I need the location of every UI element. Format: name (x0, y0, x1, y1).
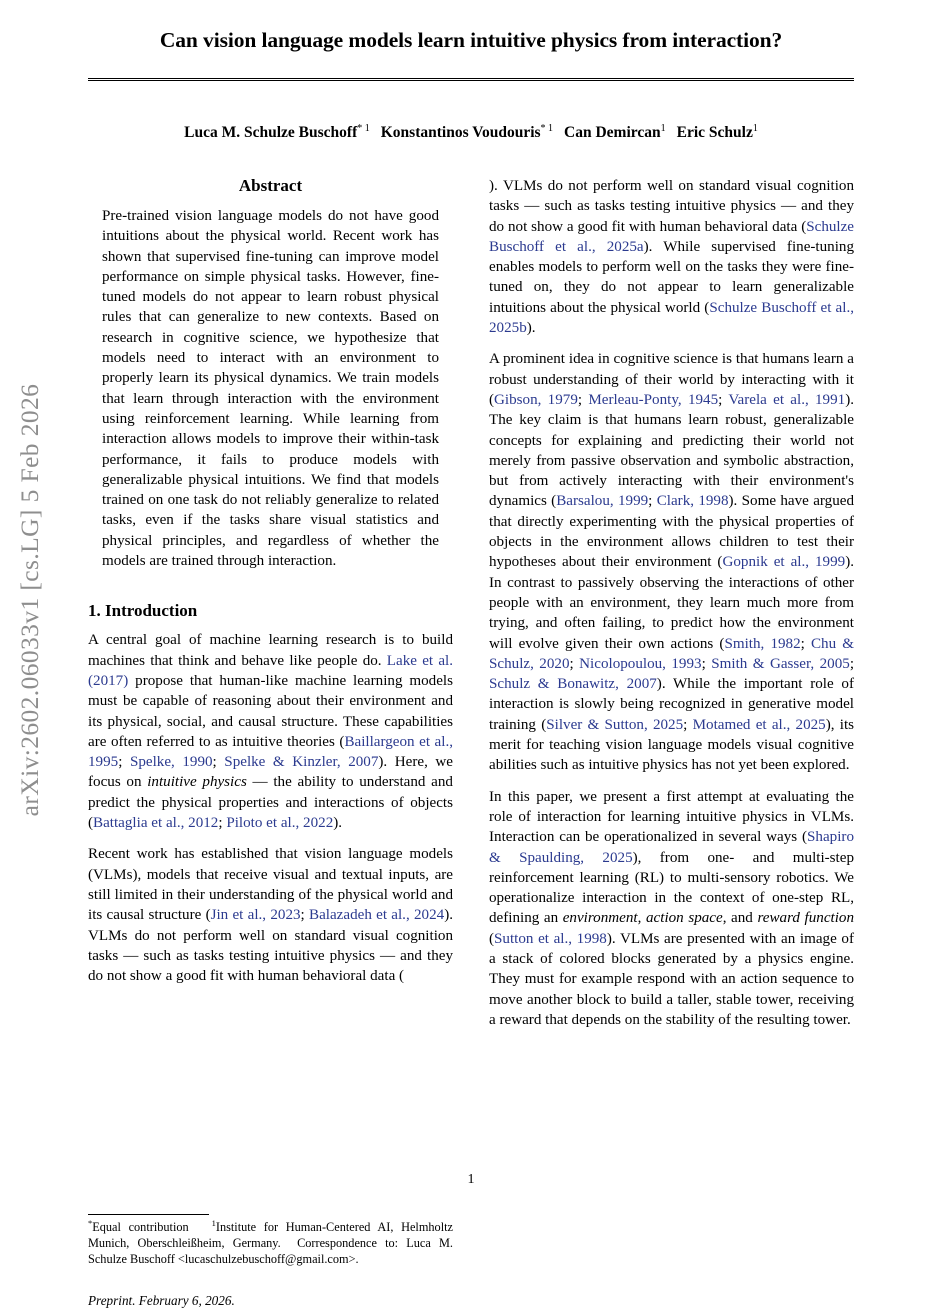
abstract-heading: Abstract (238, 176, 303, 195)
emphasis-text: environment (562, 910, 638, 927)
title-divider (88, 78, 854, 82)
footnote-affiliation: Institute for Human-Centered AI, Helmholtz Munich, Oberschleißheim, Germany. (88, 1220, 453, 1250)
citation-link[interactable]: Spelke & Kinzler, 2007 (224, 754, 379, 771)
text-run: ). The key claim is that humans learn robust, generalizable concepts for explaining and predicting their world not merely from passive observation and symbolic abstraction, but from actively interacting with their environment's dynamics ( (489, 391, 855, 510)
text-run: ; (118, 754, 130, 771)
author-marks: * 1 (357, 123, 370, 135)
text-run: ; (701, 655, 712, 672)
citation-link[interactable]: Schulze Buschoff et al., 2025b (489, 299, 854, 337)
citation-link[interactable]: Barsalou, 1999 (556, 493, 649, 510)
footnote-zone (88, 1214, 453, 1309)
text-run: ). VLMs do not perform well on standard visual cognition tasks — such as tasks testing intuitive physics — and they do not show a good fit with human behavioral data ( (489, 178, 854, 235)
footnote-equal-contribution: Equal contribution (92, 1220, 189, 1234)
intro-paragraph-3 (489, 349, 854, 775)
text-run: ). Some have argued that directly experimenting with the physical properties of objects in the environment allows children to test their hypotheses about their environment ( (489, 493, 854, 571)
text-run: ). While the important role of interaction is slowly being recognized in generative model training ( (489, 676, 854, 733)
text-run: ; (569, 655, 580, 672)
text-run: ; (718, 391, 729, 408)
arxiv-stamp-text: arXiv:2602.06033v1 [cs.LG] 5 Feb 2026 (15, 383, 44, 817)
preprint-notice: Preprint. February 6, 2026. (88, 1292, 235, 1308)
intro-paragraph-2-continued (489, 176, 854, 338)
left-column (88, 176, 453, 1186)
text-run: ; (212, 754, 225, 771)
text-run: ), from one- and multi-step reinforcement learning (RL) to multi-sensory robotics. We operationalize interaction in the context of one-step RL, defining an (489, 849, 854, 927)
citation-link[interactable]: Merleau-Ponty, 1945 (588, 391, 719, 408)
footnote-divider (88, 1214, 209, 1215)
page-title: Can vision language models learn intuitive physics from interaction? (159, 28, 783, 52)
intro-paragraph-1 (88, 630, 453, 833)
text-run: ). (333, 815, 343, 832)
text-run: ). VLMs are presented with an image of a stack of colored blocks generated by a physics engine. They must for example respond with an action sequence to move another block to build a taller, stable tower, receiving a reward that depends on the stability of the resulting tower. (489, 930, 854, 1028)
footnote-star-mark: * (88, 1217, 93, 1228)
text-run: — the ability to understand and predict the physical properties and interactions of objects ( (88, 774, 453, 832)
citation-link[interactable]: Schulze Buschoff et al., 2025a (489, 218, 854, 255)
text-run: ; (577, 391, 589, 408)
citation-link[interactable]: Clark, 1998 (656, 493, 729, 510)
citation-link[interactable]: Lake et al. (2017) (88, 652, 453, 689)
citation-link[interactable]: Nicolopoulou, 1993 (579, 655, 702, 672)
text-run: , and (722, 910, 758, 927)
text-run: ), its merit for teaching vision language models visual cognitive abilities such as intuitive physics has not yet been explored. (489, 716, 855, 774)
citation-link[interactable]: Chu & Schulz, 2020 (489, 635, 854, 672)
author-name: Konstantinos Voudouris (380, 124, 541, 142)
text-run: ). VLMs do not perform well on standard visual cognition tasks — such as tasks testing intuitive physics — and they do not show a good fit with human behavioral data ( (88, 907, 453, 985)
abstract-text: Pre-trained vision language models do not have good intuitions about the physical world. Recent work has shown that supervised fine-tuning can improve model performance on simple physical tasks. However, fine-tuned models do not appear to learn robust physical rules that can generalize to new contexts. Based on research in cognitive science, we hypothesize that models need to interact with an environment to properly learn its physical dynamics. We train models that learn through interaction with the environment using reinforcement learning. While learning from interaction allows models to improve their within-task performance, it fails to produce models with generalizable physical intuitions. We find that models trained on one task do not reliably generalize to related tasks, even if the tasks share visual statistics and physical principles, and regardless of whether the models are trained through interaction. (102, 208, 439, 570)
citation-link[interactable]: Jin et al., 2023 (210, 907, 301, 924)
citation-link[interactable]: Spelke, 1990 (129, 754, 213, 771)
text-run: ). In contrast to passively observing the interactions of other people with an environment, they learn much more from trying, and often failing, to predict how the environment will evolve given their own actions ( (489, 554, 854, 652)
author-marks: 1 (752, 123, 758, 135)
text-run: , (637, 910, 646, 927)
emphasis-text: intuitive physics (147, 774, 247, 791)
right-column (489, 176, 854, 1186)
author-marks: * 1 (540, 123, 554, 135)
citation-link[interactable]: Gopnik et al., 1999 (722, 554, 846, 571)
citation-link[interactable]: Piloto et al., 2022 (226, 815, 334, 832)
text-run: ; (218, 815, 227, 832)
citation-link[interactable]: Battaglia et al., 2012 (93, 815, 219, 832)
citation-link[interactable]: Smith, 1982 (724, 635, 801, 652)
text-run: ; (683, 716, 693, 733)
author-name: Eric Schulz (676, 124, 753, 142)
author-list (88, 123, 854, 143)
text-run: ; (849, 655, 855, 672)
intro-paragraph-4 (489, 787, 854, 1031)
footnote-correspondence: Correspondence to: Luca M. Schulze Buschoff <lucaschulzebuschoff@gmail.com>. (88, 1235, 453, 1266)
text-run: ; (648, 493, 657, 510)
text-run: ). (526, 320, 536, 337)
author-name: Can Demircan (564, 124, 661, 142)
citation-link[interactable]: Silver & Sutton, 2025 (546, 716, 684, 733)
text-run: ). While supervised fine-tuning enables models to perform well on the tasks they were fine-tuned on, they do not appear to learn generalizable intuitions about the physical world ( (489, 238, 854, 316)
citation-link[interactable]: Shapiro & Spaulding, 2025 (489, 829, 854, 866)
text-run: Recent work has established that vision language models (VLMs), models that receive visual and textual inputs, are still limited in their understanding of the physical world and its causal structure ( (88, 846, 453, 924)
citation-link[interactable]: Schulz & Bonawitz, 2007 (489, 676, 657, 693)
author-entry (184, 124, 370, 141)
page-number: 1 (467, 1172, 475, 1187)
text-run: ; (300, 907, 310, 924)
author-name: Luca M. Schulze Buschoff (184, 124, 358, 142)
author-marks: 1 (660, 123, 666, 135)
citation-link[interactable]: Motamed et al., 2025 (692, 716, 826, 733)
intro-paragraph-2 (88, 844, 453, 986)
citation-link[interactable]: Smith & Gasser, 2005 (711, 655, 850, 672)
author-entry (564, 124, 666, 141)
footnote-institute-mark: 1 (211, 1217, 216, 1228)
text-run: ( (489, 930, 495, 947)
text-run: A prominent idea in cognitive science is that humans learn a robust understanding of their world by interacting with it ( (489, 351, 854, 408)
text-run: ; (800, 635, 811, 652)
footnote-text (88, 1217, 453, 1268)
text-run: In this paper, we present a first attempt at evaluating the role of interaction for learning intuitive physics in VLMs. Interaction can be operationalized in several ways ( (489, 788, 854, 846)
emphasis-text: reward function (757, 910, 855, 927)
emphasis-text: action space (646, 910, 723, 927)
text-run: A central goal of machine learning research is to build machines that think and behave like people do. (88, 632, 453, 669)
citation-link[interactable]: Baillargeon et al., 1995 (88, 733, 453, 771)
citation-link[interactable]: Sutton et al., 1998 (494, 930, 607, 947)
text-run: ). Here, we focus on (88, 754, 454, 791)
two-column-body (88, 176, 855, 1308)
citation-link[interactable]: Varela et al., 1991 (728, 391, 846, 408)
arxiv-stamp (0, 0, 60, 1200)
section-heading-introduction: 1. Introduction (88, 601, 198, 621)
author-entry (677, 124, 758, 141)
citation-link[interactable]: Balazadeh et al., 2024 (309, 907, 445, 924)
text-run: propose that human-like machine learning models must be capable of reasoning about their environment and its physical, social, and causal structure. These capabilities are often referred to as intuitive theories ( (88, 672, 453, 750)
author-entry (381, 124, 553, 141)
paper-page (88, 0, 855, 1308)
citation-link[interactable]: Gibson, 1979 (494, 391, 578, 408)
